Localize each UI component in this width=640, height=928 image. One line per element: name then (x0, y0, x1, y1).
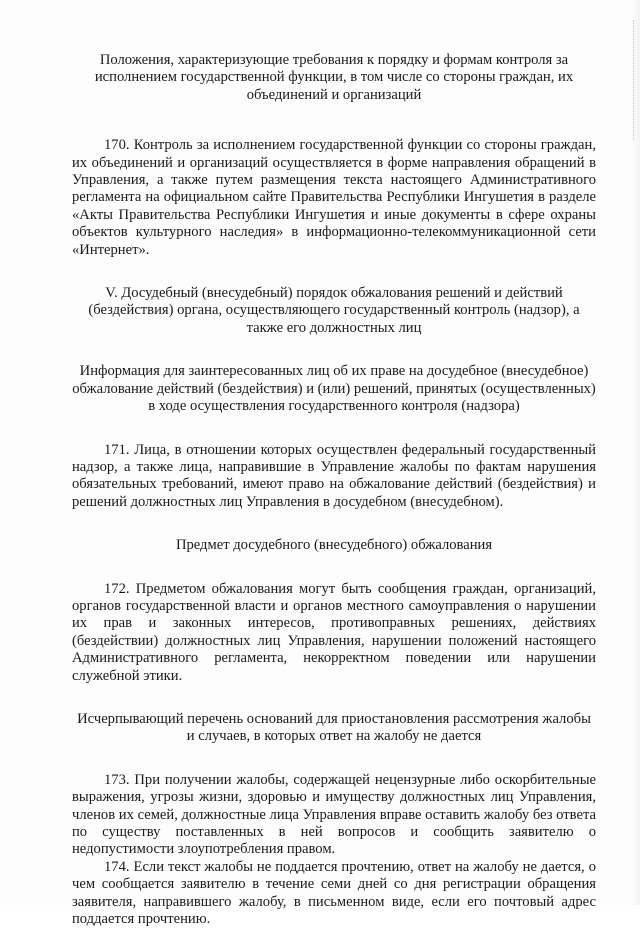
section-heading-grounds: Исчерпывающий перечень оснований для приостановления рассмотрения жалобы и случаев, в которых ответ на жалобу не дается (77, 710, 591, 745)
section-heading-subject: Предмет досудебного (внесудебного) обжалования (175, 537, 493, 554)
document-body (72, 52, 596, 928)
scan-edge-specks (631, 20, 634, 140)
paragraph-171: 171. Лица, в отношении которых осуществлен федеральный государственный надзор, а также лица, направившие в Управление жалобы по фактам нарушения обязательных требований, имеют право на обжалование действий (бездействия) и решений должностных лиц Управления в досудебном (внесудебном). (72, 441, 596, 510)
section-heading-v: V. Досудебный (внесудебный) порядок обжалования решений и действий (бездействия) органа, осуществляющего государственный контроль (надзор), а также его должностных лиц (88, 285, 580, 336)
paragraph-174: 174. Если текст жалобы не поддается прочтению, ответ на жалобу не дается, о чем сообщается заявителю в течение семи дней со дня регистрации обращения заявителя, направившего жалобу, в письменном виде, если его почтовый адрес поддается прочтению. (72, 858, 596, 928)
section-heading-control: Положения, характеризующие требования к порядку и формам контроля за исполнением государственной функции, в том числе со стороны граждан, их объединений и организаций (94, 52, 574, 103)
section-heading-info: Информация для заинтересованных лиц об их праве на досудебное (внесудебное) обжалование действий (бездействия) и (или) решений, принятых (осуществленных) в ходе осуществления государственного контроля (надзора) (72, 363, 596, 415)
paragraph-173: 173. При получении жалобы, содержащей нецензурные либо оскорбительные выражения, угрозы жизни, здоровью и имуществу должностных лиц Управления, членов их семей, должностные лица Управления вправе оставить жалобу без ответа по существу поставленных в ней вопросов и сообщить заявителю о недопустимости злоупотребления правом. (72, 771, 596, 858)
paragraph-172: 172. Предметом обжалования могут быть сообщения граждан, организаций, органов государственной власти и органов местного самоуправления о нарушении их прав и законных интересов, противоправных решениях, действиях (бездействии) должностных лиц Управления, нарушении положений настоящего Административного регламента, некорректном поведении или нарушении служебной этики. (72, 580, 596, 684)
paragraph-170: 170. Контроль за исполнением государственной функции со стороны граждан, их объединений и организаций осуществляется в форме направления обращений в Управления, а также путем размещения текста настоящего Административного регламента на официальном сайте Правительства Республики Ингушетия в разделе «Акты Правительства Республики Ингушетия и иные документы в сфере охраны объектов культурного наследия» в информационно-телекоммуникационной сети «Интернет». (72, 137, 596, 258)
